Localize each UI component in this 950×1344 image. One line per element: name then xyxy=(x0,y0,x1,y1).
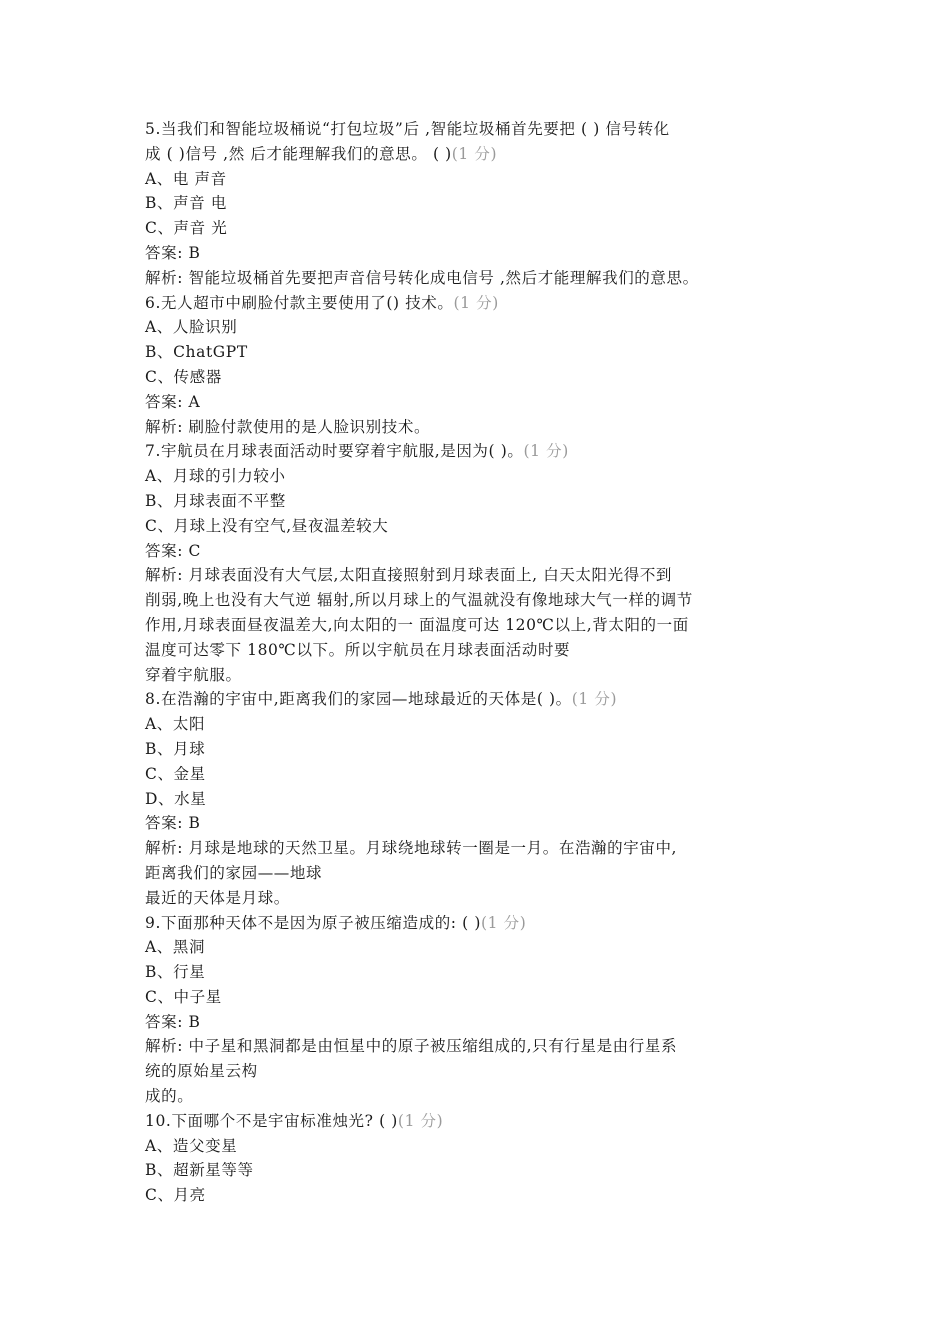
question-stem-line xyxy=(145,439,845,464)
analysis-line: 温度可达零下 180℃以下。所以宇航员在月球表面活动时要 xyxy=(145,640,571,659)
analysis-line: 解析: 智能垃圾桶首先要把声音信号转化成电信号 ,然后才能理解我们的意思。 xyxy=(145,268,699,287)
option-b: B、行星 xyxy=(145,963,206,982)
option-b: B、月球表面不平整 xyxy=(145,491,286,510)
score-label: (1 分) xyxy=(397,1111,444,1130)
score-label: (1 分) xyxy=(523,442,569,461)
question-stem-line xyxy=(145,291,845,316)
question-6 xyxy=(145,291,845,440)
analysis-line: 最近的天体是月球。 xyxy=(145,888,290,907)
question-stem-line xyxy=(145,911,845,936)
answer-line: 答案: B xyxy=(145,814,201,833)
score-label: (1 分) xyxy=(571,690,618,709)
question-8 xyxy=(145,687,845,910)
question-stem: 9.下面那种天体不是因为原子被压缩造成的: ( ) xyxy=(145,913,481,932)
analysis-line: 削弱,晚上也没有大气逆 辐射,所以月球上的气温就没有像地球大气一样的调节 xyxy=(145,591,693,610)
question-stem: 8.在浩瀚的宇宙中,距离我们的家园—地球最近的天体是( )。 xyxy=(145,690,572,709)
answer-line: 答案: B xyxy=(145,1012,201,1031)
option-c: C、传感器 xyxy=(145,367,222,386)
question-stem: 7.宇航员在月球表面活动时要穿着宇航服,是因为( )。 xyxy=(145,442,524,461)
answer-line: 答案: C xyxy=(145,541,202,560)
analysis-line: 解析: 刷脸付款使用的是人脸识别技术。 xyxy=(145,417,431,436)
analysis-line: 作用,月球表面昼夜温差大,向太阳的一 面温度可达 120℃以上,背太阳的一面 xyxy=(145,615,689,634)
question-stem: 成 ( )信号 ,然 后才能理解我们的意思。 ( ) xyxy=(145,144,452,163)
answer-line: 答案: A xyxy=(145,392,201,411)
analysis-line: 解析: 中子星和黑洞都是由恒星中的原子被压缩组成的,只有行星是由行星系 xyxy=(145,1037,678,1056)
option-c: C、月球上没有空气,昼夜温差较大 xyxy=(145,516,389,535)
option-a: A、黑洞 xyxy=(145,938,206,957)
analysis-line: 距离我们的家园——地球 xyxy=(145,863,323,882)
question-7 xyxy=(145,439,845,687)
question-stem-line xyxy=(145,142,845,167)
question-5 xyxy=(145,117,845,291)
option-b: B、月球 xyxy=(145,739,206,758)
analysis-line: 解析: 月球是地球的天然卫星。月球绕地球转一圈是一月。在浩瀚的宇宙中, xyxy=(145,839,678,858)
option-a: A、太阳 xyxy=(145,715,206,734)
question-list xyxy=(145,117,845,1208)
option-c: C、金星 xyxy=(145,764,206,783)
question-stem: 6.无人超市中刷脸付款主要使用了() 技术。 xyxy=(145,293,454,312)
question-stem: 10.下面哪个不是宇宙标准烛光? ( ) xyxy=(145,1111,398,1130)
analysis-line: 统的原始星云构 xyxy=(145,1062,258,1081)
score-label: (1 分) xyxy=(451,144,498,163)
question-stem: 5.当我们和智能垃圾桶说“打包垃圾”后 ,智能垃圾桶首先要把 ( ) 信号转化 xyxy=(145,120,670,138)
analysis-line: 成的。 xyxy=(145,1087,194,1106)
analysis-line: 穿着宇航服。 xyxy=(145,665,242,684)
option-b: B、ChatGPT xyxy=(145,343,248,362)
analysis-line: 解析: 月球表面没有大气层,太阳直接照射到月球表面上, 白天太阳光得不到 xyxy=(145,566,673,585)
score-label: (1 分) xyxy=(480,913,527,932)
option-b: B、超新星等等 xyxy=(145,1161,254,1180)
option-c: C、中子星 xyxy=(145,987,222,1006)
option-a: A、人脸识别 xyxy=(145,318,238,337)
question-stem-line xyxy=(145,1109,845,1134)
option-c: C、声音 光 xyxy=(145,219,228,238)
question-9 xyxy=(145,911,845,1109)
option-a: A、月球的引力较小 xyxy=(145,467,286,486)
option-a: A、造父变星 xyxy=(145,1136,238,1155)
option-a: A、电 声音 xyxy=(145,169,227,188)
score-label: (1 分) xyxy=(453,293,499,312)
answer-line: 答案: B xyxy=(145,243,201,262)
option-d: D、水星 xyxy=(145,789,207,808)
question-stem-line xyxy=(145,687,845,712)
option-b: B、声音 电 xyxy=(145,194,227,213)
option-c: C、月亮 xyxy=(145,1186,206,1205)
question-10 xyxy=(145,1109,845,1208)
